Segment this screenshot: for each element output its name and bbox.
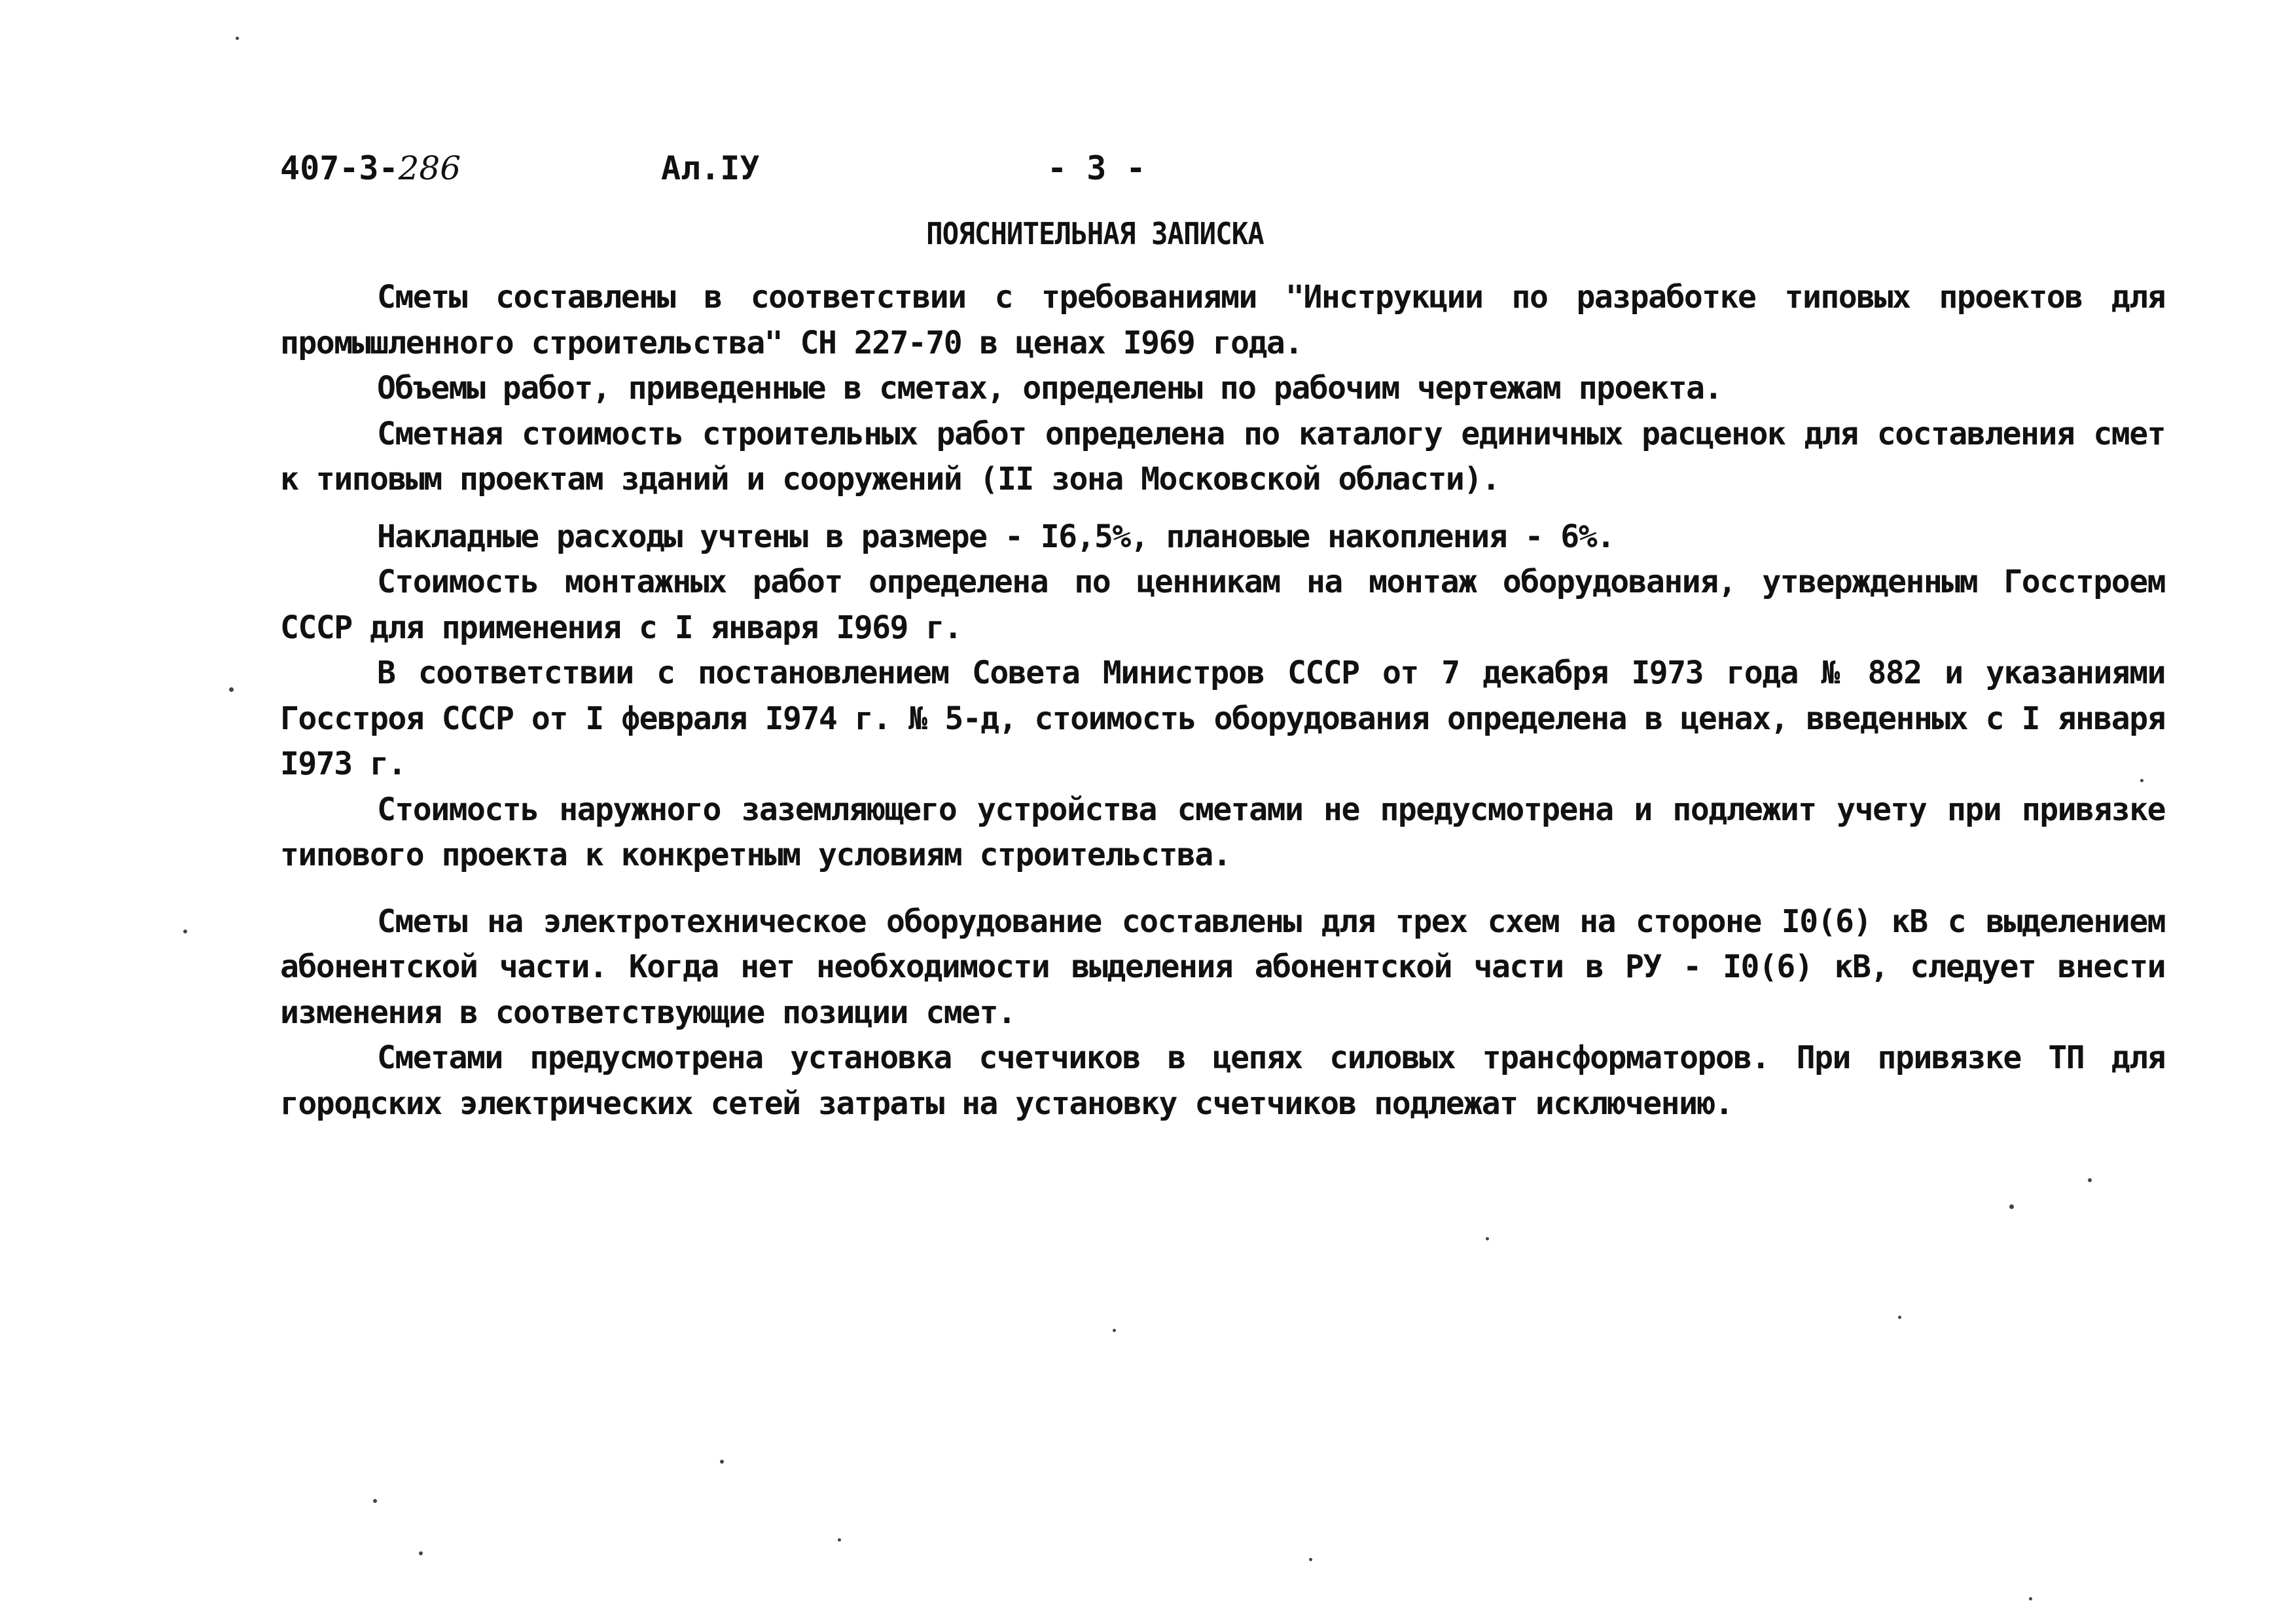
scan-speck bbox=[1486, 1237, 1489, 1240]
paragraph: В соответствии с постановлением Совета Министров СССР от 7 декабря I973 года № 882 и указаниями Госстроя СССР от I февраля I974 г. № 5-д, стоимость оборудования определена в ценах, введенных с I января I973 г. bbox=[280, 655, 2165, 782]
scan-speck bbox=[229, 687, 234, 692]
paragraph: Сметы на электротехническое оборудование составлены для трех схем на стороне I0(6) кВ с выделением абонентской части. Когда нет необходимости выделения абонентской части в РУ - I0(6) кВ, следует внести изменения в соответствующие позиции смет. bbox=[280, 903, 2166, 1031]
scan-speck bbox=[1309, 1558, 1312, 1561]
paragraph: Стоимость наружного заземляющего устройства сметами не предусмотрена и подлежит учету при привязке типового проекта к конкретным условиям строительства. bbox=[280, 791, 2165, 873]
scan-speck bbox=[2009, 1204, 2014, 1209]
document-title: ПОЯСНИТЕЛЬНАЯ ЗАПИСКА bbox=[926, 216, 1264, 251]
scan-speck bbox=[1898, 1316, 1901, 1319]
scan-speck bbox=[2140, 779, 2144, 782]
page-header bbox=[0, 149, 2296, 202]
document-code bbox=[280, 149, 461, 187]
scan-speck bbox=[236, 37, 239, 40]
scan-speck bbox=[419, 1551, 423, 1555]
document-code-prefix: 407-3- bbox=[280, 149, 399, 187]
scan-speck bbox=[2088, 1178, 2092, 1182]
document-body bbox=[280, 275, 2165, 1127]
scan-speck bbox=[183, 929, 187, 933]
scan-speck bbox=[1113, 1329, 1116, 1332]
document-code-number: 286 bbox=[398, 149, 461, 187]
paragraph: Объемы работ, приведенные в сметах, определены по рабочим чертежам проекта. bbox=[377, 370, 1722, 406]
page-number: - 3 - bbox=[1047, 149, 1146, 187]
sheet-label: Ал.IУ bbox=[661, 149, 760, 187]
scan-speck bbox=[2029, 1597, 2032, 1600]
paragraph: Стоимость монтажных работ определена по ценникам на монтаж оборудования, утвержденным Госстроем СССР для применения с I января I969 г. bbox=[280, 564, 2165, 646]
scan-speck bbox=[373, 1499, 377, 1503]
scan-speck bbox=[838, 1538, 841, 1542]
paragraph: Сметная стоимость строительных работ определена по каталогу единичных расценок для составления смет к типовым проектам зданий и сооружений (II зона Московской области). bbox=[280, 415, 2165, 497]
paragraph: Накладные расходы учтены в размере - I6,5%, плановые накопления - 6%. bbox=[377, 518, 1615, 555]
scan-speck bbox=[720, 1460, 724, 1464]
paragraph: Сметы составлены в соответствии с требованиями "Инструкции по разработке типовых проектов для промышленного строительства" СН 227-70 в ценах I969 года. bbox=[280, 279, 2165, 361]
paragraph: Сметами предусмотрена установка счетчиков в цепях силовых трансформаторов. При привязке ТП для городских электрических сетей затраты на установку счетчиков подлежат исключению. bbox=[280, 1039, 2165, 1122]
